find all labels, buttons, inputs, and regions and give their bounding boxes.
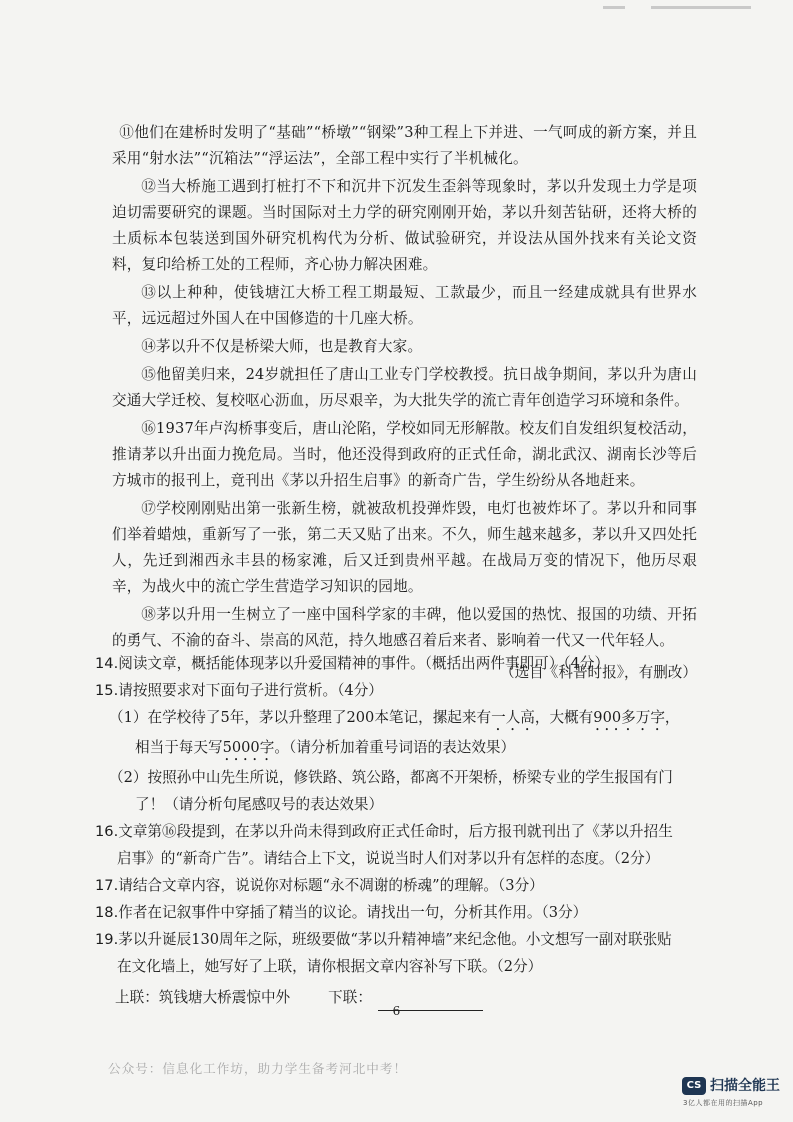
emphasis-word: 900多万字 — [593, 709, 665, 726]
paragraph-12: ⑫当大桥施工遇到打桩打不下和沉井下沉发生歪斜等现象时，茅以升发现土力学是项迫切需要研究的课题。当时国际对土力学的研究刚刚开始，茅以升刻苦钻研，还将大桥的土质标本包装送到国外研究机构代为分析、做试验研究，并设法从国外找来有关论文资料，复印给桥工处的工程师，齐心协力解决困难。 — [112, 178, 697, 273]
sub1-text: 相当于每天写 — [135, 739, 223, 756]
footer-watermark: 公众号：信息化工作坊，助力学生备考河北中考！ — [108, 1061, 408, 1076]
question-list — [95, 650, 697, 1011]
question-number: 19. — [95, 931, 119, 948]
sub1-text: （1）在学校待了5年，茅以升整理了200本笔记，摞起来有 — [109, 709, 492, 726]
scanner-brand-name: 扫描全能王 — [710, 1078, 780, 1094]
question-18 — [95, 899, 697, 926]
question-number: 15. — [95, 682, 119, 699]
paragraph-15: ⑮他留美归来，24岁就担任了唐山工业专门学校教授。抗日战争期间，茅以升为唐山交通大学迁校、复校呕心沥血，历尽艰辛，为大批失学的流亡青年创造学习环境和条件。 — [112, 366, 697, 409]
question-17 — [95, 872, 697, 899]
question-16 — [95, 818, 697, 845]
paragraph-11: ⑪他们在建桥时发明了“基础”“桥墩”“钢梁”3种工程上下并进、一气呵成的新方案，并且采用“射水法”“沉箱法”“浮运法”，全部工程中实行了半机械化。 — [112, 124, 697, 167]
question-16-cont: 启事》的“新奇广告”。请结合上下文，说说当时人们对茅以升有怎样的态度。（2分） — [117, 850, 660, 867]
question-text: 文章第⑯段提到，在茅以升尚未得到政府正式任命时，后方报刊就刊出了《茅以升招生 — [118, 823, 673, 840]
camscanner-logo-icon: CS — [682, 1077, 706, 1095]
article-body — [112, 120, 697, 686]
question-text: 茅以升诞辰130周年之际，班级要做“茅以升精神墙”来纪念他。小文想写一副对联张贴 — [118, 931, 672, 948]
paragraph-16: ⑯1937年卢沟桥事变后，唐山沦陷，学校如同无形解散。校友们自发组织复校活动，推请茅以升出面力挽危局。当时，他还没得到政府的正式任命，湖北武汉、湖南长沙等后方城市的报刊上，竟刊出《茅以升招生启事》的新奇广告，学生纷纷从各地赶来。 — [112, 420, 697, 489]
question-15-sub2: （2）按照孙中山先生所说，修铁路、筑公路，都离不开架桥，桥梁专业的学生报国有门 — [109, 769, 673, 786]
emphasis-word: 5000字 — [222, 739, 275, 756]
paragraph-18: ⑱茅以升用一生树立了一座中国科学家的丰碑，他以爱国的热忱、报国的功绩、开拓的勇气、不渝的奋斗、崇高的风范，持久地感召着后来者、影响着一代又一代年轻人。 — [112, 606, 697, 649]
question-19-cont: 在文化墙上，她写好了上联，请你根据文章内容补写下联。（2分） — [117, 958, 543, 975]
question-14 — [95, 650, 697, 677]
question-number: 14. — [95, 655, 119, 672]
question-text: 作者在记叙事件中穿插了精当的议论。请找出一句，分析其作用。（3分） — [118, 904, 588, 921]
question-15 — [95, 677, 697, 704]
question-number: 16. — [95, 823, 119, 840]
couplet-upper: 上联：筑钱塘大桥震惊中外 — [115, 989, 291, 1006]
emphasis-word: 一人高 — [491, 709, 535, 726]
paragraph-17: ⑰学校刚刚贴出第一张新生榜，就被敌机投弹炸毁，电灯也被炸坏了。茅以升和同事们举着蜡烛，重新写了一张，第二天又贴了出来。不久，师生越来越多，茅以升又四处托人，先迁到湘西永丰县的杨家滩，后又迁到贵州平越。在战局万变的情况下，他历尽艰辛，为战火中的流亡学生营造学习知识的园地。 — [112, 500, 697, 595]
couplet-lower-label: 下联： — [328, 989, 372, 1006]
question-number: 17. — [95, 877, 119, 894]
question-19 — [95, 926, 697, 953]
question-15-sub1-cont — [95, 734, 697, 764]
question-number: 18. — [95, 904, 119, 921]
question-15-sub1 — [95, 704, 697, 734]
question-text: 阅读文章，概括能体现茅以升爱国精神的事件。（概括出两件事即可）（4分） — [118, 655, 610, 672]
paragraph-14: ⑭茅以升不仅是桥梁大师，也是教育大家。 — [141, 338, 423, 355]
question-text: 请按照要求对下面句子进行赏析。（4分） — [118, 682, 383, 699]
question-15-sub2-cont: 了！（请分析句尾感叹号的表达效果） — [135, 796, 384, 813]
scan-edge-marks — [603, 6, 753, 14]
page-number: 6 — [392, 1004, 401, 1018]
sub1-text: 。（请分析加着重号词语的表达效果） — [274, 739, 516, 756]
sub1-text: ，大概有 — [534, 709, 594, 726]
comma: ， — [664, 709, 680, 726]
scanner-tagline: 3亿人都在用的扫描App — [683, 1099, 764, 1107]
paragraph-13: ⑬以上种种，使钱塘江大桥工程工期最短、工款最少，而且一经建成就具有世界水平，远远超过外国人在中国修造的十几座大桥。 — [112, 284, 697, 327]
article-source: （选自《科普时报》，有删改） — [499, 664, 697, 681]
question-text: 请结合文章内容，说说你对标题“永不凋谢的桥魂”的理解。（3分） — [118, 877, 544, 894]
